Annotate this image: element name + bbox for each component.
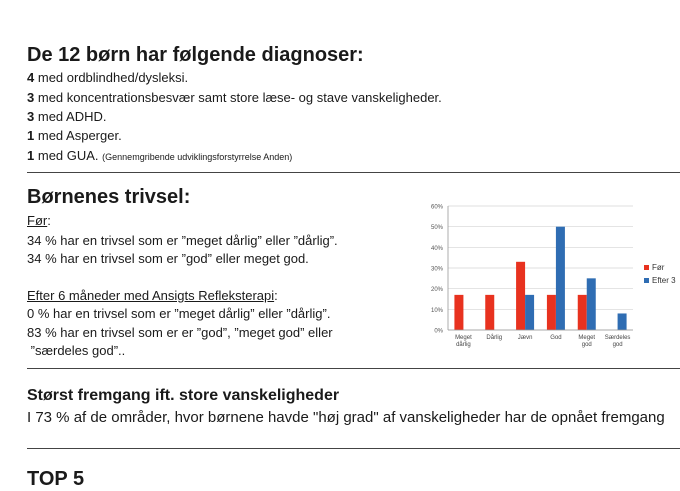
chart-x-tick-label: god — [581, 342, 592, 348]
diagnosis-count: 4 — [27, 70, 35, 85]
diagnosis-line — [27, 90, 442, 105]
diagnosis-line — [27, 128, 122, 143]
diagnosis-count: 1 — [27, 148, 35, 163]
trivsel-chart — [420, 196, 680, 362]
chart-x-tick-label: Dårlig — [486, 335, 503, 341]
trivsel-title: Børnenes trivsel: — [27, 186, 191, 208]
chart-y-tick-label: 0% — [434, 328, 443, 335]
chart-grid — [448, 206, 633, 330]
before-heading — [27, 213, 51, 228]
diagnosis-text: med ordblindhed/dysleksi. — [37, 70, 189, 85]
before-line: 34 % har en trivsel som er ”meget dårlig” eller ”dårlig”. — [27, 233, 338, 248]
chart-legend-label: Efter 3 — [652, 276, 676, 285]
chart-legend-label: Før — [652, 263, 665, 272]
chart-x-tick-label: God — [550, 335, 562, 341]
chart-x-tick-label: Særdeles — [604, 335, 631, 341]
chart-bar — [578, 295, 587, 330]
diagnosis-count: 1 — [27, 128, 35, 143]
diagnosis-line — [27, 109, 107, 124]
chart-y-tick-label: 60% — [430, 204, 443, 211]
chart-legend — [644, 263, 676, 285]
chart-bar — [556, 227, 565, 330]
before-line: 34 % har en trivsel som er ”god” eller meget god. — [27, 251, 309, 266]
diagnoses-title: De 12 børn har følgende diagnoser: — [27, 44, 364, 66]
diagnosis-note: (Gennemgribende udviklingsforstyrrelse Anden) — [102, 152, 293, 162]
diagnosis-text: med Asperger. — [37, 128, 122, 143]
after-heading — [27, 288, 278, 303]
chart-x-tick-label: Meget — [578, 335, 596, 341]
chart-x-tick-label: Jævn — [517, 335, 533, 341]
chart-legend-swatch — [644, 278, 649, 283]
chart-bar — [547, 295, 556, 330]
chart-bars — [454, 227, 626, 330]
after-colon: : — [274, 288, 278, 303]
chart-y-tick-label: 20% — [430, 287, 443, 294]
diagnosis-text: med koncentrationsbesvær samt store læse- og stave vanskeligheder. — [37, 90, 442, 105]
progress-text: I 73 % af de områder, hvor børnene havde "høj grad" af vanskeligheder har de opnået fremgang — [27, 409, 665, 426]
chart-x-tick-label: dårlig — [456, 342, 471, 348]
progress-title: Størst fremgang ift. store vanskeligheder — [27, 387, 340, 404]
section-divider — [27, 448, 680, 449]
chart-bar — [485, 295, 494, 330]
chart-bar — [454, 295, 463, 330]
diagnosis-text: med ADHD. — [37, 109, 107, 124]
chart-y-tick-label: 10% — [430, 307, 443, 314]
chart-bar — [525, 295, 534, 330]
chart-y-axis — [431, 205, 448, 335]
chart-bar — [618, 313, 627, 330]
before-colon: : — [47, 213, 51, 228]
after-line: 0 % har en trivsel som er ”meget dårlig” eller ”dårlig”. — [27, 306, 331, 321]
diagnosis-text: med GUA. — [37, 148, 99, 163]
diagnosis-line — [27, 148, 292, 163]
chart-y-tick-label: 30% — [430, 266, 443, 273]
section-divider — [27, 368, 680, 369]
chart-y-tick-label: 40% — [430, 245, 443, 252]
before-label: Før — [27, 213, 48, 228]
diagnosis-count: 3 — [27, 90, 35, 105]
chart-x-tick-label: god — [612, 342, 623, 348]
chart-bar — [516, 262, 525, 330]
after-line: 83 % har en trivsel som er er ”god”, ”meget god” eller — [27, 325, 333, 340]
chart-legend-swatch — [644, 265, 649, 270]
chart-x-axis — [448, 330, 633, 348]
chart-y-tick-label: 50% — [430, 225, 443, 232]
after-line: ”særdeles god”.. — [27, 343, 126, 358]
next-section-heading: TOP 5 — [27, 468, 85, 490]
after-label: Efter 6 måneder med Ansigts Refleksterapi — [27, 288, 275, 303]
chart-x-tick-label: Meget — [455, 335, 472, 341]
diagnosis-count: 3 — [27, 109, 35, 124]
chart-bar — [587, 278, 596, 330]
section-divider — [27, 172, 680, 173]
diagnosis-line — [27, 70, 188, 85]
